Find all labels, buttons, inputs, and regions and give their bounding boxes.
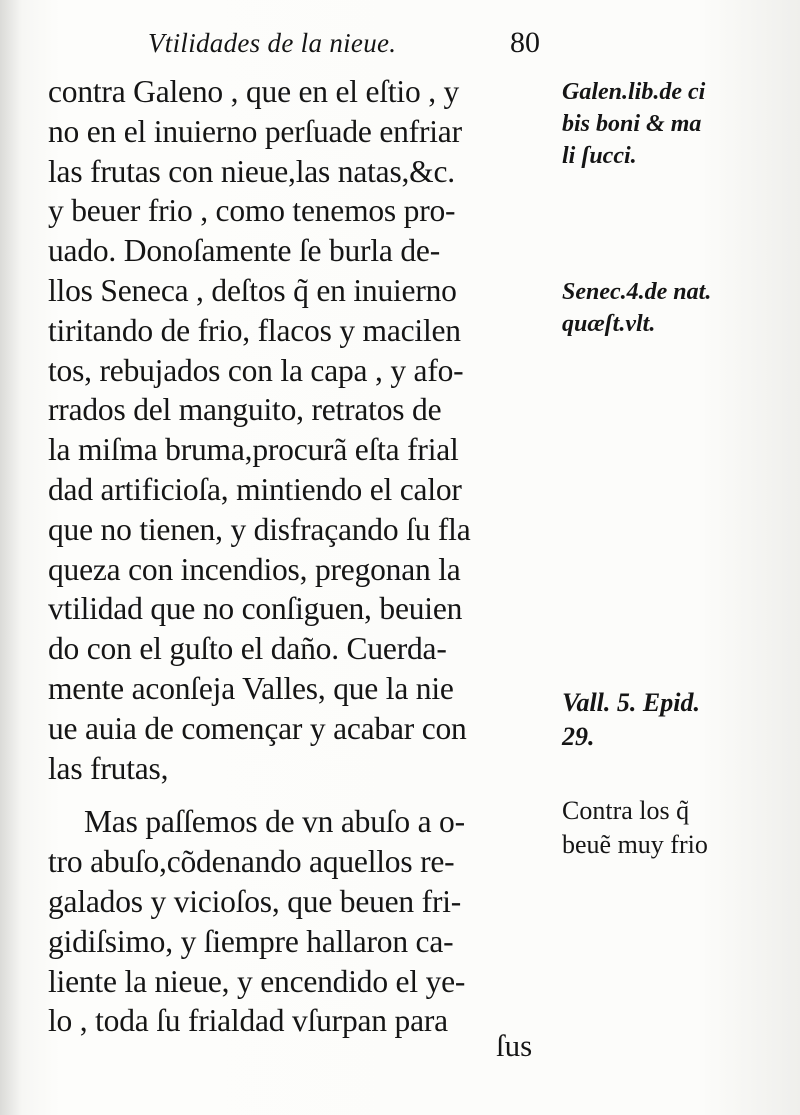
text-line: llos Seneca , deſtos q̃ en inuierno — [48, 272, 457, 308]
margin-note-line: Senec.4.de nat. — [562, 279, 712, 305]
text-line: liente la nieue, y encendido el ye- — [48, 963, 466, 999]
text-line: uado. Donoſamente ſe burla de- — [48, 233, 440, 269]
text-line: ue auia de començar y acabar con — [48, 710, 467, 746]
margin-note-line: Contra los q̃ — [562, 796, 690, 825]
text-line: tiritando de frio, flacos y macilen — [48, 312, 461, 348]
margin-note-seneca — [562, 276, 711, 340]
margin-note-line: beuẽ muy frio — [562, 830, 708, 859]
paragraph-start-line: Mas paſſemos de vn abuſo a o- — [84, 804, 465, 840]
margin-note-line: quæſt.vlt. — [562, 311, 656, 337]
text-line: lo , toda ſu frialdad vſurpan para — [48, 1003, 448, 1039]
text-line: tro abuſo,cõdenando aquellos re- — [48, 844, 455, 880]
text-line: contra Galeno , que en el eſtio , y — [48, 74, 460, 109]
margin-note-line: 29. — [562, 722, 595, 751]
running-title: Vtilidades de la nieue. — [148, 28, 397, 58]
text-line: la miſma bruma,procurã eſta frial — [48, 432, 459, 468]
text-line: que no tienen, y disfraçando ſu fla — [48, 511, 471, 547]
text-line: las frutas, — [48, 750, 169, 786]
margin-note-contra — [562, 794, 708, 862]
text-line: do con el guſto el daño. Cuerda- — [48, 631, 447, 667]
text-line: galados y vicioſos, que beuen fri- — [48, 883, 462, 919]
text-line: las frutas con nieue,las natas,&c. — [48, 153, 455, 189]
text-line: y beuer frio , como tenemos pro- — [48, 193, 456, 229]
text-line: dad artificioſa, mintiendo el calor — [48, 471, 462, 507]
text-line: vtilidad que no conſiguen, beuien — [48, 591, 463, 627]
main-text-block — [48, 72, 568, 1041]
margin-note-galen — [562, 76, 705, 172]
text-line: gidiſsimo, y ſiempre hallaron ca- — [48, 923, 454, 959]
margin-note-line: Galen.lib.de ci — [562, 79, 706, 105]
text-line: rrados del manguito, retratos de — [48, 392, 442, 428]
page-number: 80 — [510, 26, 540, 59]
catchword: ſus — [496, 1028, 533, 1063]
gutter-shadow — [0, 0, 22, 1115]
text-line: mente aconſeja Valles, que la nie — [48, 670, 454, 706]
margin-note-line: Vall. 5. Epid. — [562, 688, 700, 717]
text-line: queza con incendios, pregonan la — [48, 551, 461, 587]
text-line: tos, rebujados con la capa , y afo- — [48, 352, 464, 388]
margin-note-line: li ſucci. — [562, 143, 637, 169]
margin-note-line: bis boni & ma — [562, 111, 702, 137]
text-line: no en el inuierno perſuade enfriar — [48, 113, 462, 149]
margin-note-valles — [562, 686, 700, 754]
